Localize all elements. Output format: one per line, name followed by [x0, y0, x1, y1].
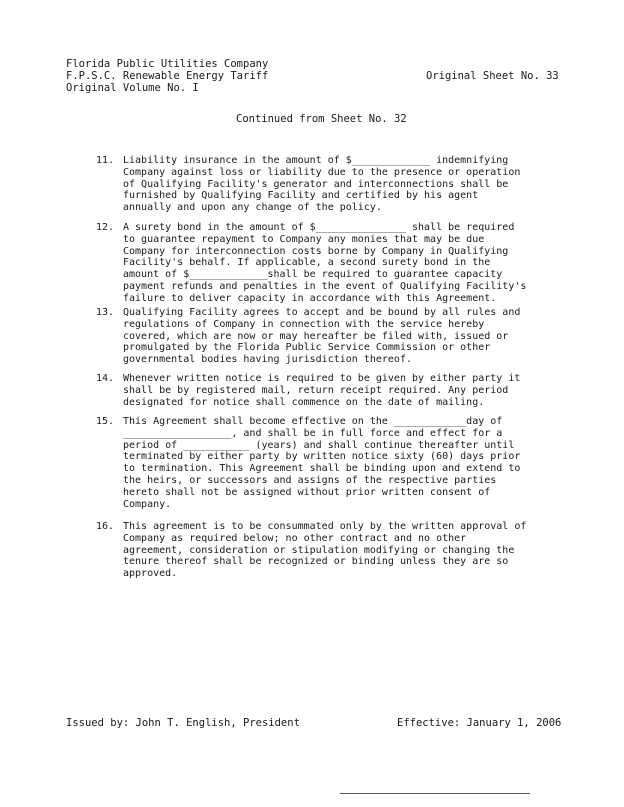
- clause-line: period of ___________ (years) and shall continue thereafter until: [123, 439, 515, 451]
- clause-number: 12.: [96, 222, 115, 233]
- clause-number: 15.: [96, 416, 115, 427]
- clause-number: 14.: [96, 373, 115, 384]
- clause-line: to guarantee repayment to Company any monies that may be due: [123, 233, 485, 245]
- clause-text: [123, 307, 543, 366]
- clause-line: designated for notice shall commence on the date of mailing.: [123, 396, 485, 408]
- clause-line: __________________, and shall be in full force and effect for a: [123, 427, 503, 439]
- issued-by: Issued by: John T. English, President: [66, 717, 300, 729]
- clause-line: terminated by either party by written notice sixty (60) days prior: [123, 451, 521, 463]
- clause-line: Whenever written notice is required to be given by either party it: [123, 373, 521, 384]
- clause-line: This agreement is to be consummated only by the written approval of: [123, 521, 527, 532]
- clause-line: A surety bond in the amount of $_______________ shall be required: [123, 222, 515, 233]
- clause-line: Company for interconnection costs borne by Company in Qualifying: [123, 245, 509, 257]
- effective-date: Effective: January 1, 2006: [397, 717, 562, 729]
- clause-text: [123, 222, 543, 305]
- clause-line: to termination. This Agreement shall be binding upon and extend to: [123, 463, 521, 475]
- clause-line: Liability insurance in the amount of $_____________ indemnifying: [123, 155, 509, 166]
- clause-line: promulgated by the Florida Public Service Commission or other: [123, 342, 491, 354]
- clause-line: regulations of Company in connection with the service hereby: [123, 318, 485, 330]
- clause-line: shall be by registered mail, return receipt required. Any period: [123, 384, 509, 396]
- clause-line: payment refunds and penalties in the event of Qualifying Facility's: [123, 280, 527, 292]
- clause-line: failure to deliver capacity in accordance with this Agreement.: [123, 292, 497, 304]
- clause-line: This Agreement shall become effective on the ____________day of: [123, 416, 503, 427]
- clause-text: [123, 373, 543, 408]
- clause-line: Company as required below; no other contract and no other: [123, 532, 467, 544]
- clause-line: governmental bodies having jurisdiction thereof.: [123, 354, 412, 366]
- clause-line: amount of $_____________shall be required to guarantee capacity: [123, 269, 503, 281]
- clause-line: agreement, consideration or stipulation modifying or changing the: [123, 544, 515, 556]
- sheet-number: Original Sheet No. 33: [426, 70, 559, 82]
- clause-line: of Qualifying Facility's generator and interconnections shall be: [123, 178, 509, 190]
- bottom-rule: [340, 793, 530, 794]
- clause-number: 16.: [96, 521, 115, 532]
- clause-line: covered, which are now or may hereafter be filed with, issued or: [123, 330, 509, 342]
- clause-line: the heirs, or successors and assigns of the respective parties: [123, 474, 497, 486]
- company-name: Florida Public Utilities Company: [66, 58, 269, 70]
- clause-text: [123, 155, 543, 214]
- clause-line: Facility's behalf. If applicable, a second surety bond in the: [123, 257, 491, 269]
- clause-text: [123, 416, 543, 510]
- volume-number: Original Volume No. I: [66, 82, 199, 94]
- clause-line: hereto shall not be assigned without prior written consent of: [123, 486, 491, 498]
- continued-note: Continued from Sheet No. 32: [236, 113, 407, 125]
- clause-number: 11.: [96, 155, 115, 166]
- clause-line: Company against loss or liability due to the presence or operation: [123, 166, 521, 178]
- tariff-name: F.P.S.C. Renewable Energy Tariff: [66, 70, 269, 82]
- clause-line: Company.: [123, 498, 172, 510]
- company-header: [66, 58, 268, 94]
- clause-text: [123, 521, 543, 580]
- clause-line: approved.: [123, 568, 178, 580]
- clause-number: 13.: [96, 307, 115, 318]
- clause-line: furnished by Qualifying Facility and certified by his agent: [123, 190, 479, 202]
- clause-line: tenure thereof shall be recognized or binding unless they are so: [123, 556, 509, 568]
- clause-line: Qualifying Facility agrees to accept and be bound by all rules and: [123, 307, 521, 318]
- clause-line: annually and upon any change of the policy.: [123, 202, 382, 214]
